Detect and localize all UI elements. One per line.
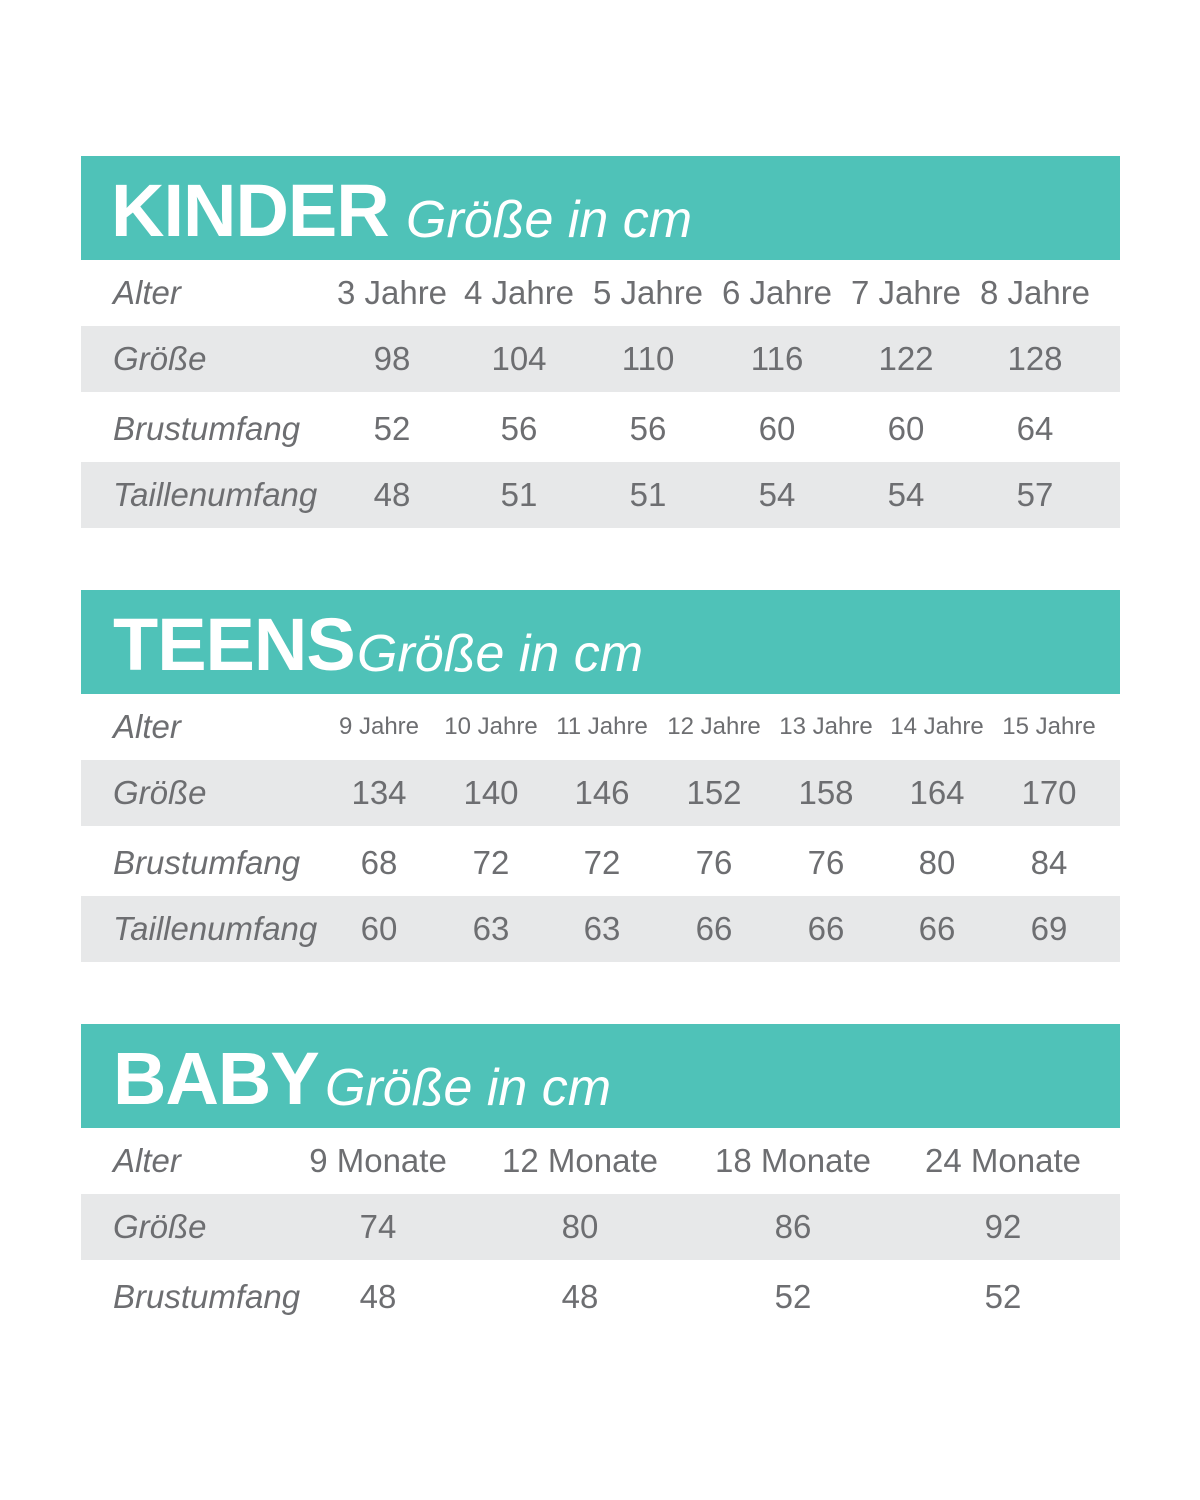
row-label: Brustumfang bbox=[113, 1278, 301, 1315]
table-cell: 60 bbox=[887, 410, 925, 447]
kinder-row-alter bbox=[81, 260, 1120, 326]
table-cell: 52 bbox=[373, 410, 411, 447]
teens-row-groesse bbox=[81, 760, 1120, 826]
kinder-subtitle: Größe in cm bbox=[406, 191, 693, 249]
table-cell: 84 bbox=[1030, 844, 1068, 881]
teens-row-alter bbox=[81, 694, 1120, 760]
row-label: Größe bbox=[113, 774, 207, 811]
teens-size-table bbox=[81, 590, 1120, 962]
table-cell: 3 Jahre bbox=[336, 274, 448, 311]
table-cell: 54 bbox=[758, 476, 796, 513]
row-label: Taillenumfang bbox=[113, 476, 318, 513]
table-cell: 66 bbox=[918, 910, 956, 947]
table-cell: 9 Jahre bbox=[338, 713, 420, 740]
row-label: Größe bbox=[113, 340, 207, 377]
table-cell: 116 bbox=[750, 340, 804, 377]
table-cell: 48 bbox=[561, 1278, 599, 1315]
table-cell: 51 bbox=[629, 476, 667, 513]
baby-subtitle: Größe in cm bbox=[325, 1059, 612, 1117]
table-cell: 72 bbox=[583, 844, 621, 881]
table-cell: 52 bbox=[984, 1278, 1022, 1315]
table-cell: 98 bbox=[373, 340, 411, 377]
table-cell: 80 bbox=[918, 844, 956, 881]
kinder-row-groesse bbox=[81, 326, 1120, 392]
kinder-title: KINDER bbox=[111, 169, 389, 252]
table-cell: 12 Monate bbox=[502, 1142, 658, 1179]
row-label: Alter bbox=[113, 274, 181, 311]
table-cell: 158 bbox=[798, 774, 854, 811]
table-cell: 122 bbox=[878, 340, 934, 377]
row-label: Alter bbox=[113, 708, 181, 745]
table-cell: 48 bbox=[373, 476, 411, 513]
row-label: Brustumfang bbox=[113, 410, 301, 447]
table-cell: 54 bbox=[887, 476, 925, 513]
table-cell: 56 bbox=[500, 410, 538, 447]
table-cell: 51 bbox=[500, 476, 538, 513]
baby-row-groesse bbox=[81, 1194, 1120, 1260]
table-cell: 86 bbox=[774, 1208, 812, 1245]
table-cell: 60 bbox=[360, 910, 398, 947]
table-cell: 69 bbox=[1030, 910, 1068, 947]
table-cell: 57 bbox=[1016, 476, 1054, 513]
baby-row-brustumfang bbox=[81, 1260, 1120, 1330]
row-label: Brustumfang bbox=[113, 844, 301, 881]
table-cell: 152 bbox=[686, 774, 742, 811]
table-cell: 24 Monate bbox=[925, 1142, 1081, 1179]
kinder-banner bbox=[81, 156, 1120, 260]
teens-subtitle: Größe in cm bbox=[357, 625, 644, 683]
table-cell: 76 bbox=[807, 844, 845, 881]
table-cell: 128 bbox=[1007, 340, 1063, 377]
table-cell: 146 bbox=[574, 774, 630, 811]
teens-banner bbox=[81, 590, 1120, 694]
row-label: Taillenumfang bbox=[113, 910, 318, 947]
table-cell: 52 bbox=[774, 1278, 812, 1315]
baby-size-table bbox=[81, 1024, 1120, 1330]
table-cell: 13 Jahre bbox=[779, 713, 873, 740]
teens-row-brustumfang bbox=[81, 826, 1120, 896]
table-cell: 14 Jahre bbox=[890, 713, 984, 740]
table-cell: 10 Jahre bbox=[444, 713, 538, 740]
table-cell: 68 bbox=[360, 844, 398, 881]
table-cell: 140 bbox=[463, 774, 519, 811]
baby-title: BABY bbox=[113, 1037, 319, 1120]
table-cell: 11 Jahre bbox=[556, 713, 648, 740]
table-cell: 110 bbox=[621, 340, 675, 377]
table-cell: 74 bbox=[359, 1208, 397, 1245]
table-cell: 64 bbox=[1016, 410, 1054, 447]
table-cell: 15 Jahre bbox=[1002, 713, 1096, 740]
table-cell: 63 bbox=[472, 910, 510, 947]
table-cell: 56 bbox=[629, 410, 667, 447]
kinder-row-brustumfang bbox=[81, 392, 1120, 462]
table-cell: 4 Jahre bbox=[463, 274, 575, 311]
kinder-row-taillenumfang bbox=[81, 462, 1120, 528]
table-cell: 80 bbox=[561, 1208, 599, 1245]
table-cell: 134 bbox=[351, 774, 407, 811]
table-cell: 76 bbox=[695, 844, 733, 881]
table-cell: 5 Jahre bbox=[592, 274, 704, 311]
table-cell: 8 Jahre bbox=[979, 274, 1091, 311]
table-cell: 48 bbox=[359, 1278, 397, 1315]
table-cell: 9 Monate bbox=[309, 1142, 447, 1179]
baby-row-alter bbox=[81, 1128, 1120, 1194]
table-cell: 92 bbox=[984, 1208, 1022, 1245]
table-cell: 12 Jahre bbox=[667, 713, 761, 740]
teens-row-taillenumfang bbox=[81, 896, 1120, 962]
table-cell: 63 bbox=[583, 910, 621, 947]
table-cell: 60 bbox=[758, 410, 796, 447]
row-label: Größe bbox=[113, 1208, 207, 1245]
table-cell: 170 bbox=[1021, 774, 1077, 811]
table-cell: 66 bbox=[807, 910, 845, 947]
row-label: Alter bbox=[113, 1142, 181, 1179]
table-cell: 164 bbox=[909, 774, 965, 811]
table-cell: 66 bbox=[695, 910, 733, 947]
kinder-size-table bbox=[81, 156, 1120, 528]
baby-banner bbox=[81, 1024, 1120, 1128]
table-cell: 6 Jahre bbox=[721, 274, 833, 311]
teens-title: TEENS bbox=[113, 603, 355, 686]
table-cell: 104 bbox=[491, 340, 547, 377]
table-cell: 7 Jahre bbox=[850, 274, 962, 311]
table-cell: 18 Monate bbox=[715, 1142, 871, 1179]
table-cell: 72 bbox=[472, 844, 510, 881]
